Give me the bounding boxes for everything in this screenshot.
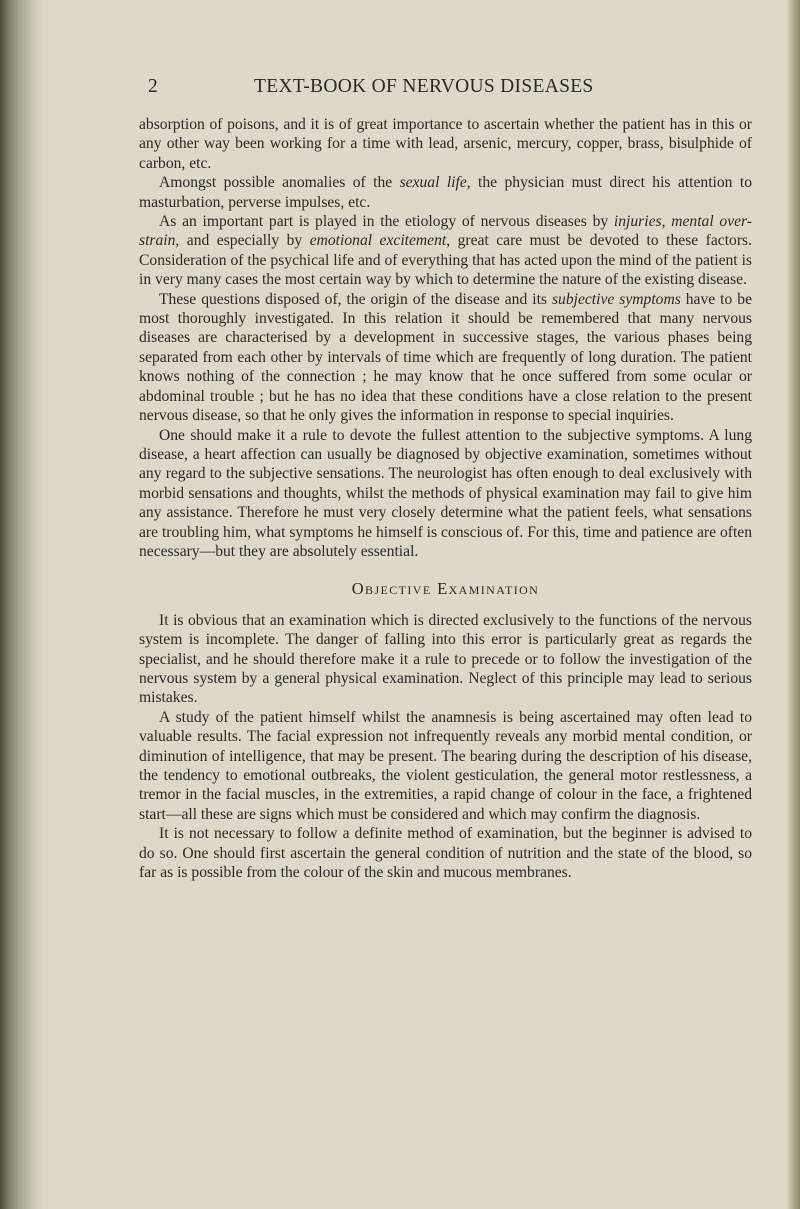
- page-right-edge: [786, 0, 800, 1209]
- italic-term: subjective symptoms: [551, 290, 681, 308]
- book-gutter-shadow: [0, 0, 44, 1209]
- paragraph-3: [139, 212, 752, 290]
- paragraph-5: One should make it a rule to devote the fullest attention to the subjective symptoms. A lung disease, a heart affection can usually be diagnosed by objective examination, sometimes without any regard to the subjective sensations. The neurologist has often enough to deal exclusively with morbid sensations and thoughts, whilst the methods of physical examination may fail to give him any assistance. Therefore he must very closely determine what the patient feels, what sensations are troubling him, what symptoms he himself is conscious of. For this, time and patience are often necessary—but they are absolutely essential.: [139, 426, 752, 560]
- book-page: [44, 0, 786, 1209]
- paragraph-1: absorption of poisons, and it is of great importance to ascertain whether the patient has in this or any other way been working for a time with lead, arsenic, mercury, copper, brass, bisulphide of carbon, etc.: [139, 116, 752, 172]
- text-run: have to be most thoroughly investigated. In this relation it should be remembered that many nervous diseases are characterised by a development in successive stages, the various phases being separated from each other by intervals of time which are frequently of long duration. The patient knows nothing of the connection ; he may know that he once suffered from some ocular or abdominal trouble ; but he has no idea that these conditions have a close relation to the present nervous disease, so that he only gives the information in response to special inquiries.: [139, 290, 752, 425]
- page-body: [139, 115, 752, 882]
- text-run: Amongst possible anomalies of the: [159, 174, 400, 192]
- page-number: 2: [148, 76, 159, 97]
- italic-term: sexual life: [399, 174, 467, 192]
- paragraph-4: [139, 290, 752, 426]
- paragraph-2: [139, 173, 752, 212]
- section-paragraph-1: It is obvious that an examination which is directed exclusively to the functions of the nervous system is incomplete. The danger of falling into this error is particularly great as regards the specialist, and he should therefore make it a rule to precede or to follow the investigation of the nervous system by a general physical examination. Neglect of this principle may lead to serious mistakes.: [139, 611, 752, 707]
- text-run: , and especially by: [175, 232, 310, 250]
- italic-term: injuries, mental over-strain: [139, 213, 752, 250]
- section-paragraph-3: It is not necessary to follow a definite method of examination, but the beginner is advised to do so. One should first ascertain the general condition of nutrition and the state of the blood, so far as is possible from the colour of the skin and mucous membranes.: [139, 825, 752, 882]
- text-run: As an important part is played in the etiology of nervous diseases by: [159, 213, 614, 231]
- text-run: These questions disposed of, the origin of the disease and its: [159, 290, 552, 308]
- running-title: TEXT-BOOK OF NERVOUS DISEASES: [254, 76, 594, 97]
- section-paragraph-2: A study of the patient himself whilst the anamnesis is being ascertained may often lead to valuable results. The facial expression not infrequently reveals any morbid mental condition, or diminution of intelligence, that may be present. The bearing during the description of his disease, the tendency to emotional outbreaks, the violent gesticulation, the general motor restlessness, a tremor in the facial muscles, in the extremities, a rapid change of colour in the face, a frightened start—all these are signs which must be considered and which may confirm the diagnosis.: [139, 708, 752, 823]
- section-heading: Objective Examination: [351, 579, 540, 599]
- italic-term: emotional excitement: [309, 232, 447, 250]
- text-run: , the physician must direct his attention to masturbation, perverse impulses, etc.: [139, 174, 752, 211]
- text-run: , great care must be devoted to these factors. Consideration of the psychical life and of everything that has acted upon the mind of the patient is in very many cases the most certain way by which to determine the nature of the existing disease.: [139, 232, 753, 289]
